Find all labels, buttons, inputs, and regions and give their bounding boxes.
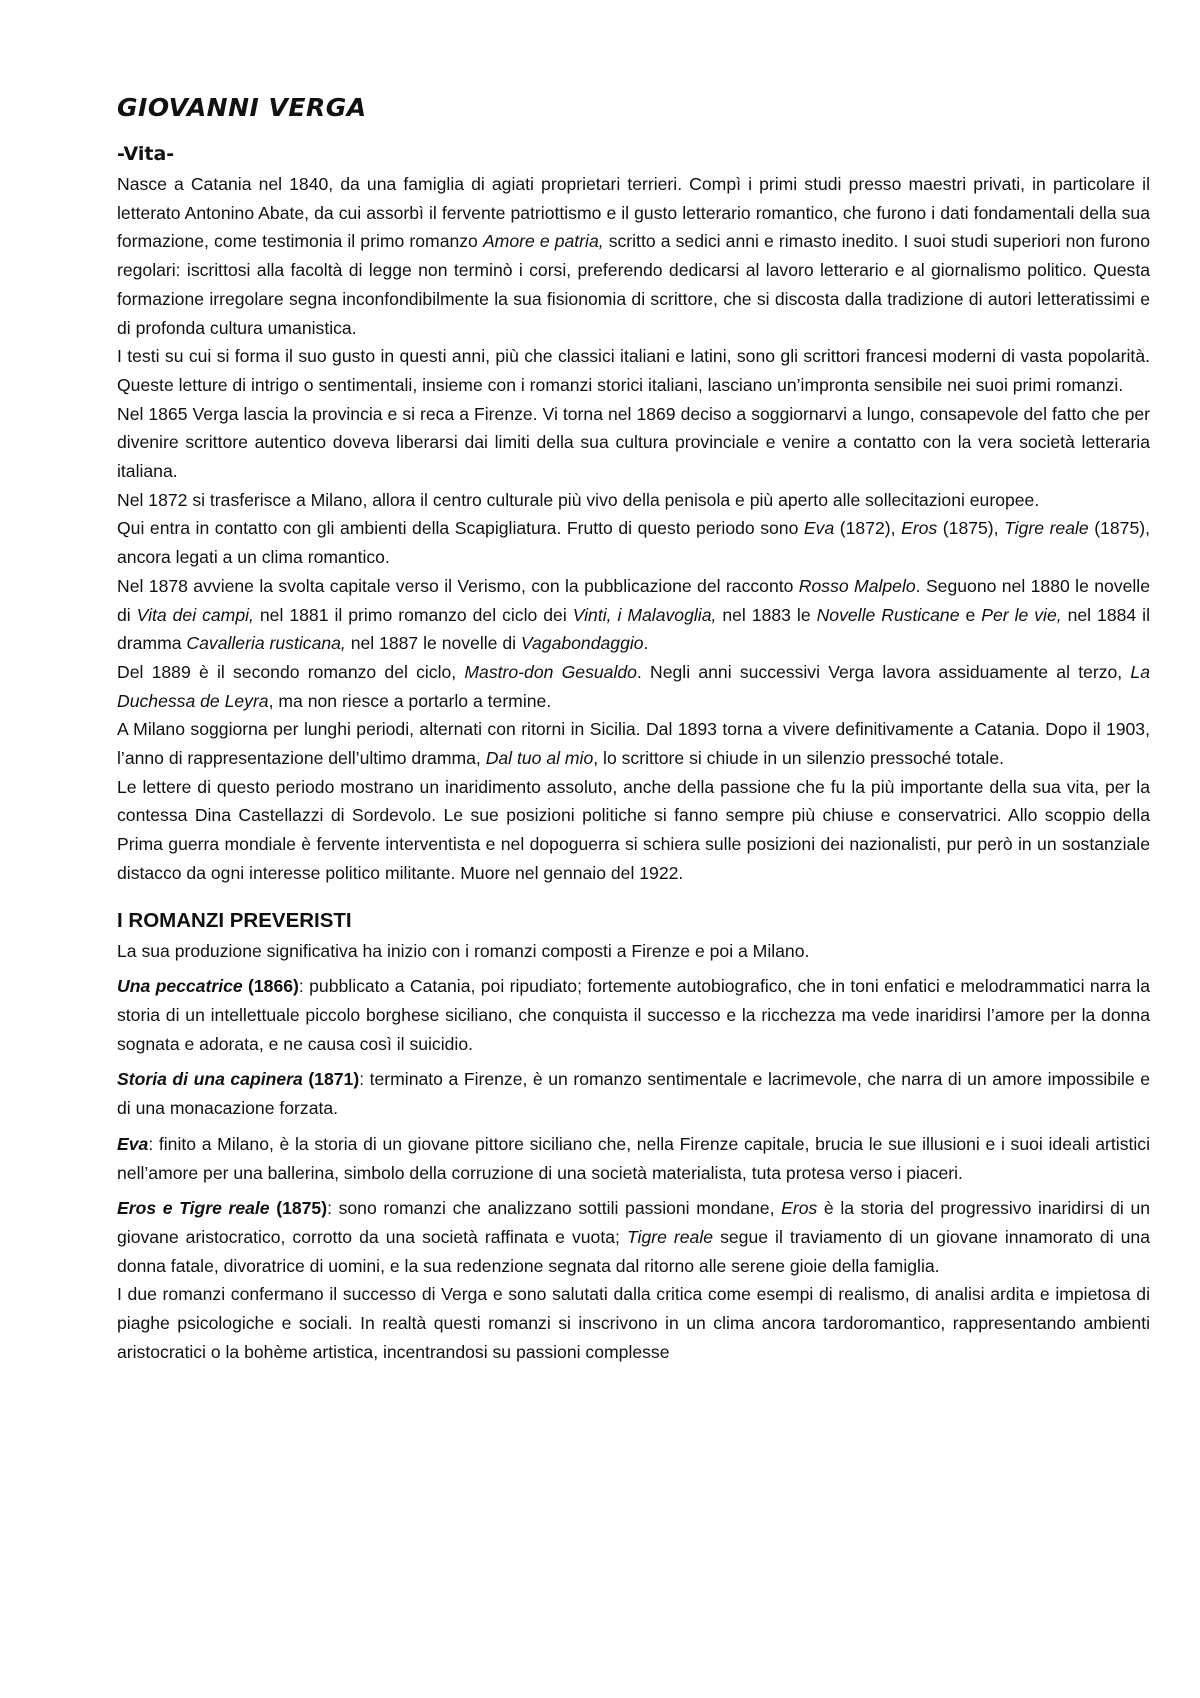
section-heading-vita: -Vita- — [117, 143, 175, 165]
paragraph: Nel 1865 Verga lascia la provincia e si reca a Firenze. Vi torna nel 1869 deciso a soggiornarvi a lungo, consapevole del fatto che per divenire scrittore autentico doveva liberarsi dai limiti della sua cultura provinciale e venire a contatto con la vera società letteraria italiana. — [117, 403, 1150, 482]
paragraph: Nasce a Catania nel 1840, da una famiglia di agiati proprietari terrieri. Compì i primi studi presso maestri privati, in particolare il letterato Antonino Abate, da cui assorbì il fervente patriottismo e il gusto letterario romantico, che furono i dati fondamentali della sua formazione, come testimonia il primo romanzo Amore e patria, scritto a sedici anni e rimasto inedito. I suoi studi superiori non furono regolari: iscrittosi alla facoltà di legge non terminò i corsi, preferendo dedicarsi al lavoro letterario e al giornalismo politico. Questa formazione irregolare segna inconfondibilmente la sua fisionomia di scrittore, che si discosta dalla tradizione di autori letteratissimi e di profonda cultura umanistica. — [117, 174, 1150, 338]
paragraph: La sua produzione significativa ha inizio con i romanzi composti a Firenze e poi a Milano. — [117, 940, 810, 961]
novel-entry: Storia di una capinera (1871): terminato a Firenze, è un romanzo sentimentale e lacrimevole, che narra di un amore impossibile e di una monacazione forzata. — [117, 1069, 1150, 1119]
paragraph: I due romanzi confermano il successo di Verga e sono salutati dalla critica come esempi di realismo, di analisi ardita e impietosa di piaghe psicologiche e sociali. In realtà questi romanzi si inscrivono in un clima ancora tardoromantico, rappresentando ambienti aristocratici o la bohème artistica, incentrandosi su passioni complesse — [117, 1284, 1150, 1362]
novel-entry: Una peccatrice (1866): pubblicato a Catania, poi ripudiato; fortemente autobiografico, che in toni enfatici e melodrammatici narra la storia di un intellettuale piccolo borghese siciliano, che conquista il successo e la ricchezza ma vede inaridirsi l’amore per la donna sognata e adorata, e ne causa così il suicidio. — [117, 976, 1150, 1054]
section-heading-preveristi: I ROMANZI PREVERISTI — [117, 908, 352, 932]
paragraph: I testi su cui si forma il suo gusto in questi anni, più che classici italiani e latini, sono gli scrittori francesi moderni di vasta popolarità. Queste letture di intrigo o sentimentali, insieme con i romanzi storici italiani, lasciano un’impronta sensibile nei suoi primi romanzi. — [117, 346, 1150, 395]
novel-entry: Eva: finito a Milano, è la storia di un giovane pittore siciliano che, nella Firenze capitale, brucia le sue illusioni e i suoi ideali artistici nell’amore per una ballerina, simbolo della corruzione di una società materialista, tuta protesa verso i piaceri. — [117, 1133, 1150, 1183]
novel-entry: Eros e Tigre reale (1875): sono romanzi che analizzano sottili passioni mondane, Eros è la storia del progressivo inaridirsi di un giovane aristocratico, corrotto da una società raffinata e vuota; Tigre reale segue il traviamento di un giovane innamorato di una donna fatale, divoratrice di uomini, e la sua redenzione segnata dal ritorno alle serene gioie della famiglia. — [117, 1198, 1151, 1276]
paragraph: A Milano soggiorna per lunghi periodi, alternati con ritorni in Sicilia. Dal 1893 torna a vivere definitivamente a Catania. Dopo il 1903, l’anno di rappresentazione dell’ultimo dramma, Dal tuo al mio, lo scrittore si chiude in un silenzio pressoché totale. — [117, 719, 1150, 769]
paragraph: Le lettere di questo periodo mostrano un inaridimento assoluto, anche della passione che fu la più importante della sua vita, per la contessa Dina Castellazzi di Sordevolo. Le sue posizioni politiche si fanno sempre più chiuse e conservatrici. Allo scoppio della Prima guerra mondiale è fervente interventista e nel dopoguerra si schiera sulle posizioni dei nazionalisti, pur però in un sostanziale distacco da ogni interesse politico militante. Muore nel gennaio del 1922. — [117, 776, 1150, 883]
paragraph: Del 1889 è il secondo romanzo del ciclo, Mastro-don Gesualdo. Negli anni successivi Verga lavora assiduamente al terzo, La Duchessa de Leyra, ma non riesce a portarlo a termine. — [117, 661, 1150, 711]
paragraph: Qui entra in contatto con gli ambienti della Scapigliatura. Frutto di questo periodo sono Eva (1872), Eros (1875), Tigre reale (1875), ancora legati a un clima romantico. — [117, 518, 1150, 568]
document-page — [117, 92, 1150, 1366]
page-title: GIOVANNI VERGA — [117, 93, 367, 122]
paragraph: Nel 1872 si trasferisce a Milano, allora il centro culturale più vivo della penisola e più aperto alle sollecitazioni europee. — [117, 489, 1040, 510]
paragraph: Nel 1878 avviene la svolta capitale verso il Verismo, con la pubblicazione del racconto Rosso Malpelo. Seguono nel 1880 le novelle di Vita dei campi, nel 1881 il primo romanzo del ciclo dei Vinti, i Malavoglia, nel 1883 le Novelle Rusticane e Per le vie, nel 1884 il dramma Cavalleria rusticana, nel 1887 le novelle di Vagabondaggio. — [117, 575, 1151, 654]
